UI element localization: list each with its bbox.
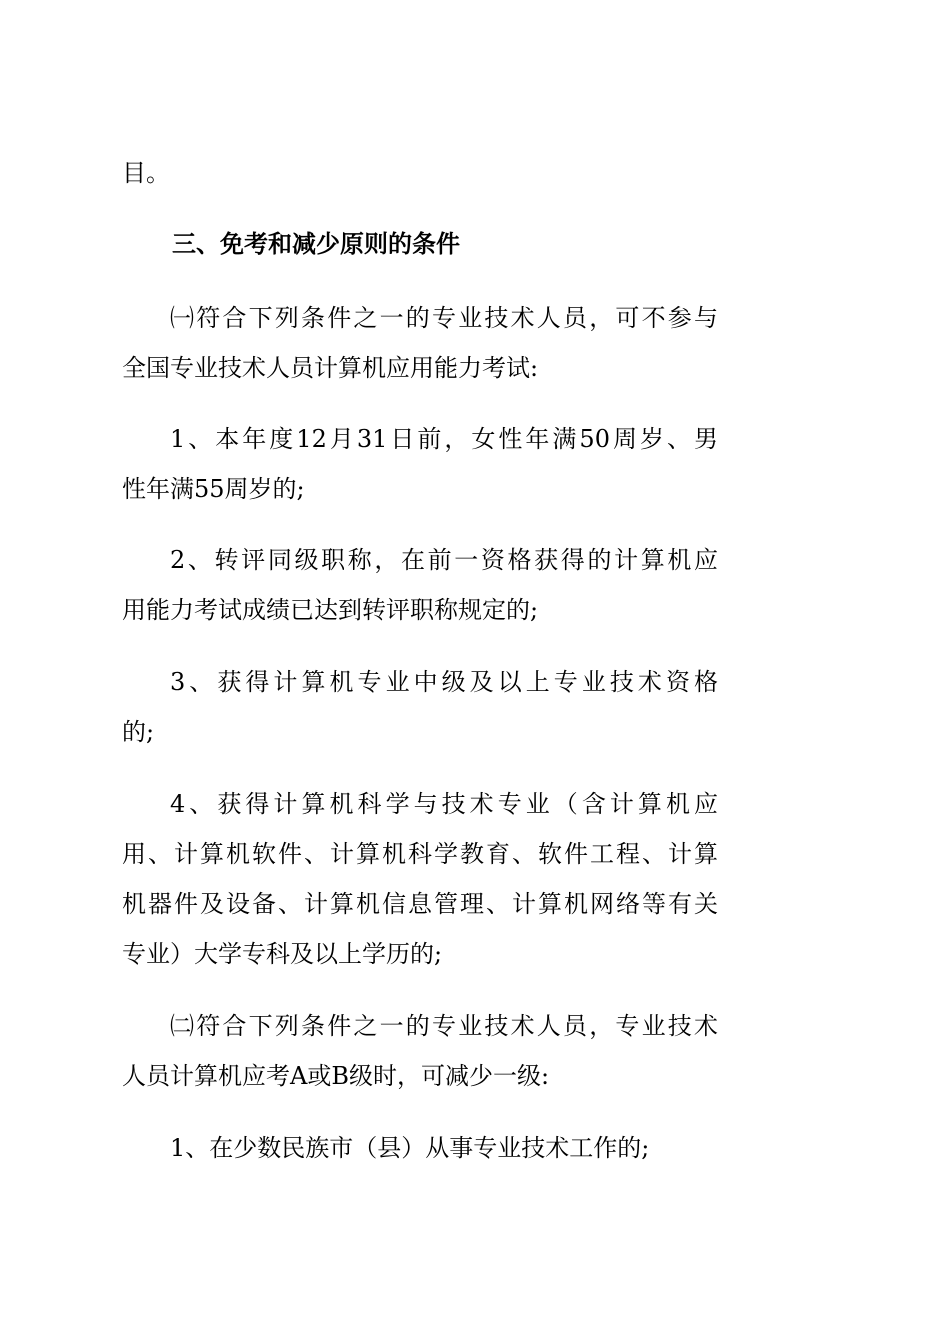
item-3-line-1: 3、获得计算机专业中级及以上专业技术资格 bbox=[170, 668, 718, 696]
item-1-line-2: 性年满55周岁的; bbox=[122, 475, 305, 503]
item-2-line-2: 用能力考试成绩已达到转评职称规定的; bbox=[122, 596, 539, 624]
clause-1-line-1: ㈠符合下列条件之一的专业技术人员，可不参与 bbox=[170, 304, 718, 332]
item-2-line-1: 2、转评同级职称，在前一资格获得的计算机应 bbox=[170, 546, 718, 574]
clause-2-item-1: 1、在少数民族市（县）从事专业技术工作的; bbox=[170, 1134, 650, 1162]
clause-2-line-2: 人员计算机应考A或B级时，可减少一级: bbox=[122, 1062, 550, 1090]
item-4-line-1: 4、获得计算机科学与技术专业（含计算机应 bbox=[170, 790, 718, 818]
item-1-line-1: 1、本年度12月31日前，女性年满50周岁、男 bbox=[170, 425, 718, 453]
item-4-line-3: 机器件及设备、计算机信息管理、计算机网络等有关 bbox=[122, 890, 718, 918]
text-line-continuation: 目。 bbox=[122, 159, 170, 187]
clause-2-line-1: ㈡符合下列条件之一的专业技术人员，专业技术 bbox=[170, 1012, 718, 1040]
clause-1-line-2: 全国专业技术人员计算机应用能力考试: bbox=[122, 354, 539, 382]
item-4-line-4: 专业）大学专科及以上学历的; bbox=[122, 940, 443, 968]
section-heading: 三、免考和减少原则的条件 bbox=[172, 229, 460, 258]
item-3-line-2: 的; bbox=[122, 718, 155, 746]
item-4-line-2: 用、计算机软件、计算机科学教育、软件工程、计算 bbox=[122, 840, 718, 868]
